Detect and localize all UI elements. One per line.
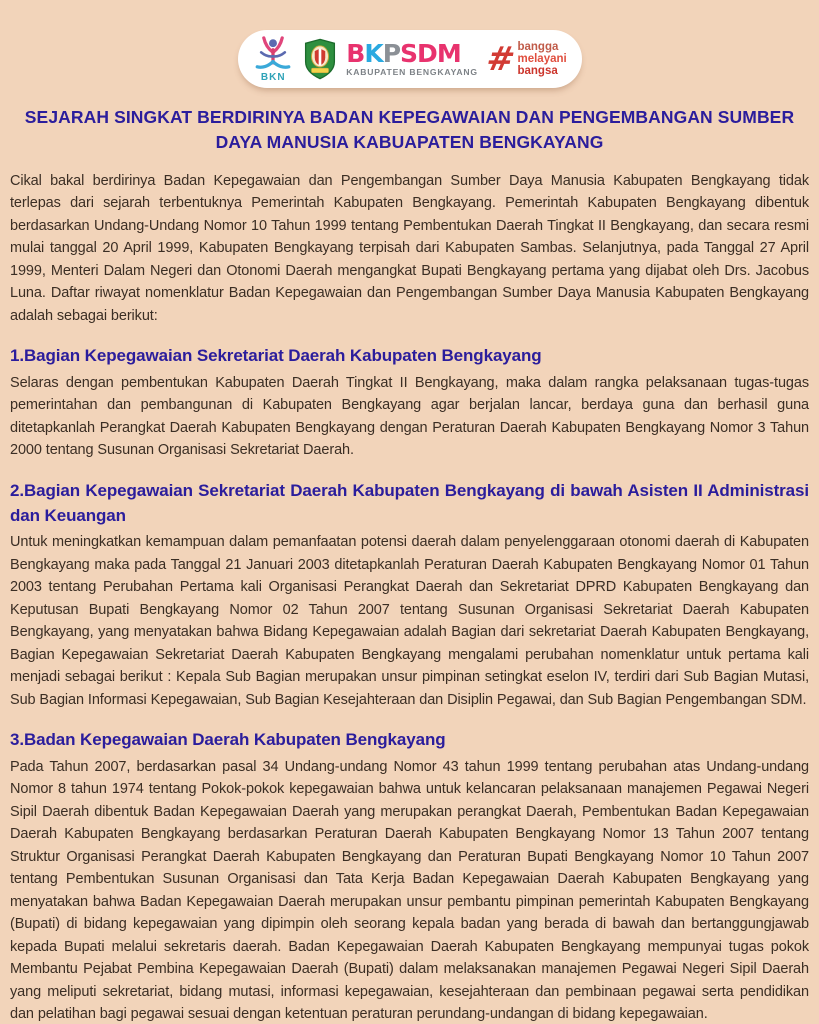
campaign-line-bangga: bangga [517, 40, 559, 53]
bkn-figure-icon [252, 35, 294, 75]
page-title: SEJARAH SINGKAT BERDIRINYA BADAN KEPEGAWAIAN DAN PENGEMBANGAN SUMBER DAYA MANUSIA KABUAPATEN BENGKAYANG [24, 107, 795, 153]
section-3-heading: 3.Badan Kepegawaian Daerah Kabupaten Bengkayang [10, 730, 446, 750]
intro-paragraph: Cikal bakal berdirinya Badan Kepegawaian dan Pengembangan Sumber Daya Manusia Kabupaten Bengkayang tidak terlepas dari sejarah terbentuknya Pemerintah Kabupaten Bengkayang. Pemerintah Kabupaten Bengkayang dibentuk berdasarkan Undang-Undang Nomor 10 Tahun 1999 tentang Pembentukan Daerah Tingkat II Bengkayang, dan secara resmi mulai tanggal 20 April 1999, Kabupaten Bengkayang terpisah dari Kabupaten Sambas. Selanjutnya, pada Tanggal 27 April 1999, Menteri Dalam Negeri dan Otonomi Daerah mengangkat Bupati Bengkayang pertama yang dijabat oleh Drs. Jacobus Luna. Daftar riwayat nomenklatur Badan Kepegawaian dan Pengembangan Sumber Daya Manusia Kabupaten Bengkayang adalah sebagai berikut: [10, 172, 809, 324]
wordmark-subtitle: KABUPATEN BENGKAYANG [346, 67, 478, 78]
section-3-body: Pada Tahun 2007, berdasarkan pasal 34 Undang-undang Nomor 43 tahun 1999 tentang perubahan atas Undang-undang Nomor 8 tahun 1974 tentang Pokok-pokok kepegawaian bahwa untuk kelancaran pelaksanaan manajemen Pegawai Negeri Sipil Daerah dibentuk Badan Kepegawaian Daerah yang merupakan perangkat Daerah, Pembentukan Badan Kepegawaian Daerah Kabupaten Bengkayang berdasarkan Peraturan Daerah Kabupaten Bengkayang Nomor 13 Tahun 2007 tentang Struktur Organisasi Perangkat Daerah Kabupaten Bengkayang dan Peraturan Bupati Bengkayang Nomor 10 Tahun 2007 tentang Pembentukan Susunan Organisasi dan Tata Kerja Badan Kepegawaian Daerah Kabupaten Bengkayang yang menyatakan bahwa Badan Kepegawaian Daerah merupakan unsur pembantu pimpinan pemerintah Kabupaten Bengkayang (Bupati) di bidang kepegawaian yang dipimpin oleh seorang kepala badan yang berada di bawah dan bertanggungjawab kepada Bupati melalui sekretaris daerah. Badan Kepegawaian Daerah Kabupaten Bengkayang mempunyai tugas pokok Membantu Pejabat Pembina Kepegawaian Daerah (Bupati) dalam melaksanakan manajemen Pegawai Negeri Sipil Daerah yang meliputi sekretariat, bidang mutasi, informasi kepegawaian, kesejahteraan dan pembinaan pegawai serta pendidikan dan pelatihan bagi pegawai sesuai dengan ketentuan peraturan perundang-undangan di bidang kepegawaian. [10, 758, 809, 1023]
wordmark-letter: P [382, 39, 401, 69]
header [0, 0, 819, 88]
wordmark-letter: D [417, 39, 437, 69]
wordmark-letter: S [400, 39, 418, 69]
section-2-body: Untuk meningkatkan kemampuan dalam pemanfaatan potensi daerah dalam penyelenggaraan otonomi daerah di Kabupaten Bengkayang maka pada Tanggal 21 Januari 2003 ditetapkanlah Peraturan Daerah Kabupaten Bengkayang Nomor 01 Tahun 2003 tentang Perubahan Pertama kali Organisasi Perangkat Daerah dan Sekretariat DPRD Kabupaten Bengkayang dan Keputusan Bupati Bengkayang Nomor 02 Tahun 2007 tentang Susunan Organisasi Sekretariat Daerah Kabupaten Bengkayang, yang menyatakan bahwa Bidang Kepegawaian adalah Bagian dari sekretariat Daerah Kabupaten Bengkayang, Bagian Kepegawaian Sekretariat Daerah Kabupaten Bengkayang mengalami perubahan nomenklatur untuk pertama kali menjadi sebagai berikut : Kepala Sub Bagian merupakan unsur pimpinan setingkat eselon IV, terdiri dari Sub Bagian Mutasi, Sub Bagian Informasi Kepegawaian, Sub Bagian Kesejahteraan dan Disiplin Pegawai, dan Sub Bagian Pengembangan SDM. [10, 534, 809, 708]
campaign-line-bangsa: bangsa [517, 65, 558, 78]
section-bagian-kepegawaian-setda [10, 344, 809, 462]
wordmark-letter: B [346, 39, 365, 69]
header-logo-bar [238, 30, 582, 88]
section-1-heading: 1.Bagian Kepegawaian Sekretariat Daerah Kabupaten Bengkayang [10, 346, 542, 366]
campaign-text [517, 41, 566, 77]
bkpsdm-wordmark [346, 41, 478, 77]
section-bagian-kepegawaian-asisten-ii [10, 479, 809, 711]
bkn-logo [252, 35, 294, 83]
section-badan-kepegawaian-daerah [10, 728, 809, 1024]
section-1-body: Selaras dengan pembentukan Kabupaten Daerah Tingkat II Bengkayang, maka dalam rangka pelaksanaan tugas-tugas pemerintahan dan pembangunan di Kabupaten Bengkayang agar berjalan lancar, berdaya guna dan berhasil guna ditetapkanlah Perangkat Daerah Kabupaten Bengkayang dengan Peraturan Daerah Kabupaten Bengkayang Nomor 3 Tahun 2000 tentang Susunan Organisasi Sekretariat Daerah. [10, 374, 809, 459]
bengkayang-crest-icon [303, 38, 337, 80]
bkn-label: BKN [260, 72, 286, 83]
wordmark-letter: M [436, 39, 461, 69]
campaign-line-melayani: melayani [517, 52, 567, 65]
section-2-heading: 2.Bagian Kepegawaian Sekretariat Daerah Kabupaten Bengkayang di bawah Asisten II Administrasi dan Keuangan [10, 480, 809, 525]
content [10, 170, 809, 1024]
hashtag-icon: # [483, 39, 518, 79]
wordmark-letter: K [364, 39, 383, 69]
bkpsdm-letters [346, 39, 478, 69]
bangga-melayani-bangsa-logo [483, 39, 567, 79]
